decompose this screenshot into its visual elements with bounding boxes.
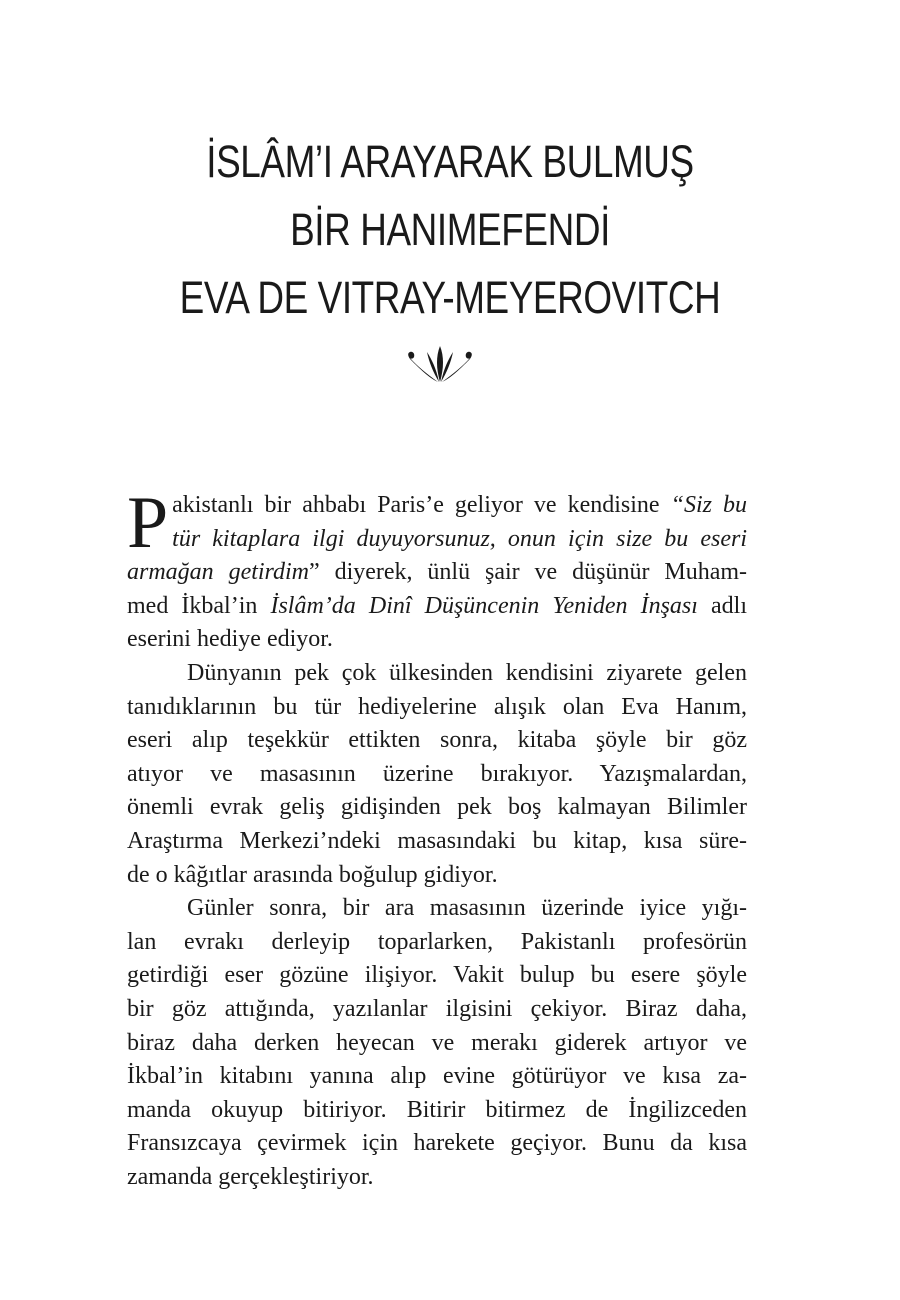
text-line — [127, 556, 747, 590]
text-line — [127, 489, 747, 523]
text-line: tanıdıklarının bu tür hediyelerine alışık olan Eva Hanım, — [127, 693, 747, 720]
text-line — [127, 590, 747, 624]
floral-ornament-icon — [405, 338, 475, 388]
text-line: Günler sonra, bir ara masasının üzerinde iyice yığı- — [187, 895, 747, 922]
text-line: bir göz attığında, yazılanlar ilgisini çekiyor. Biraz daha, — [127, 995, 747, 1022]
text-span: adlı — [697, 592, 747, 619]
text-line: İkbal’in kitabını yanına alıp evine götürüyor ve kısa za- — [127, 1063, 747, 1090]
paragraph-3 — [127, 892, 747, 1194]
paragraph-1 — [127, 482, 748, 657]
text-line: atıyor ve masasının üzerine bırakıyor. Yazışmalardan, — [127, 760, 747, 787]
text-span: ” diyerek, ünlü şair ve düşünür Muham- — [309, 559, 748, 586]
paragraph-2 — [127, 657, 747, 892]
text-line: eserini hediye ediyor. — [127, 626, 333, 653]
text-line: lan evrakı derleyip toparlarken, Pakistanlı profesörün — [127, 928, 747, 955]
body-text — [127, 482, 748, 1194]
title-line-3: EVA DE VITRAY-MEYEROVITCH — [179, 272, 721, 323]
italic-quote: armağan getirdim — [127, 559, 310, 586]
drop-cap: P — [127, 482, 169, 564]
text-line: önemli evrak geliş gidişinden pek boş kalmayan Bilimler — [127, 794, 747, 821]
text-line: getirdiği eser gözüne ilişiyor. Vakit bulup bu esere şöyle — [127, 962, 747, 989]
italic-quote: “Siz bu — [670, 492, 747, 518]
text-span: med İkbal’in — [127, 592, 271, 619]
title-line-1: İSLÂM’I ARAYARAK BULMUŞ — [206, 136, 694, 187]
text-line: eseri alıp teşekkür ettikten sonra, kitaba şöyle bir göz — [127, 727, 747, 754]
text-line: Araştırma Merkezi’ndeki masasındaki bu kitap, kısa süre- — [127, 827, 747, 854]
text-span: akistanlı bir ahbabı Paris’e geliyor ve kendisine — [172, 492, 671, 518]
text-line: biraz daha derken heyecan ve merakı giderek artıyor ve — [127, 1029, 747, 1056]
book-title: İslâm’da Dinî Düşüncenin Yeniden İnşası — [270, 592, 698, 619]
text-line: Dünyanın pek çok ülkesinden kendisini ziyarete gelen — [187, 659, 747, 686]
text-line — [127, 523, 747, 557]
chapter-title — [0, 128, 900, 332]
text-line: Fransızcaya çevirmek için harekete geçiyor. Bunu da kısa — [127, 1130, 747, 1157]
text-line: de o kâğıtlar arasında boğulup gidiyor. — [127, 861, 498, 888]
italic-quote: tür kitaplara ilgi duyuyorsunuz, onun için size bu eseri — [172, 525, 747, 552]
text-line: manda okuyup bitiriyor. Bitirir bitirmez de İngilizceden — [127, 1096, 747, 1123]
text-line: zamanda gerçekleştiriyor. — [127, 1163, 374, 1190]
title-line-2: BİR HANIMEFENDİ — [290, 204, 610, 255]
